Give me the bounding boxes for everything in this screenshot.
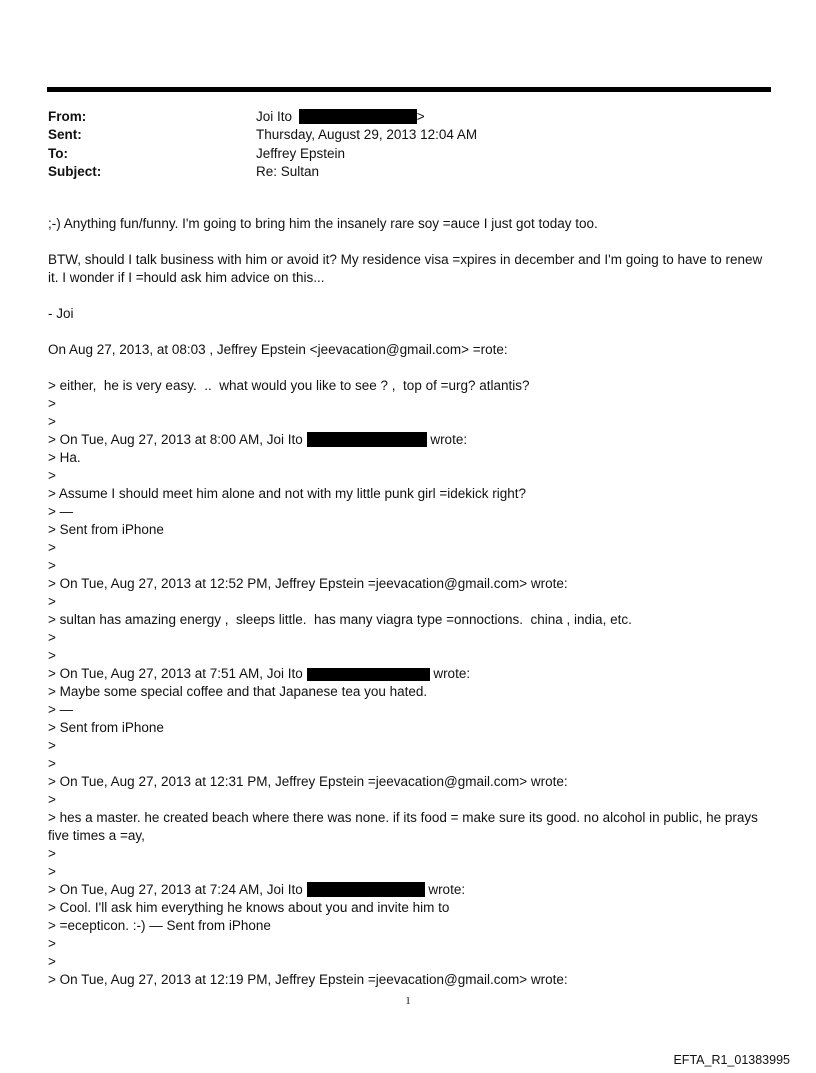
quoted-text: > On Tue, Aug 27, 2013 at 8:00 AM, Joi Ito — [48, 432, 307, 447]
quoted-line: > — [48, 954, 56, 969]
quoted-line: > sultan has amazing energy , sleeps little. has many viagra type =onnoctions. china , india, etc. — [48, 612, 632, 627]
quoted-line: > On Tue, Aug 27, 2013 at 12:31 PM, Jeffrey Epstein =jeevacation@gmail.com> wrote: — [48, 774, 568, 789]
body-line: On Aug 27, 2013, at 08:03 , Jeffrey Epstein <jeevacation@gmail.com> =rote: — [48, 342, 508, 357]
redaction-block — [307, 668, 430, 681]
quoted-text: wrote: — [424, 882, 466, 897]
to-row — [48, 145, 477, 163]
quoted-text: > On Tue, Aug 27, 2013 at 7:51 AM, Joi Ito — [48, 666, 307, 681]
from-row — [48, 108, 477, 126]
quoted-line: > — [48, 396, 56, 411]
quoted-text: wrote: — [426, 432, 468, 447]
sent-value: Thursday, August 29, 2013 12:04 AM — [256, 127, 478, 143]
page-number: 1 — [405, 995, 411, 1007]
quoted-line: > — [48, 648, 56, 663]
from-suffix: > — [416, 109, 425, 124]
redaction-block — [299, 109, 417, 124]
subject-value: Re: Sultan — [256, 164, 320, 180]
from-label: From: — [48, 109, 87, 124]
quoted-line: > — — [48, 702, 74, 717]
email-header — [48, 108, 477, 182]
sent-label: Sent: — [48, 127, 82, 143]
from-name: Joi Ito — [256, 109, 293, 124]
quoted-line: > On Tue, Aug 27, 2013 at 12:52 PM, Jeffrey Epstein =jeevacation@gmail.com> wrote: — [48, 576, 568, 591]
quoted-line: > Cool. I'll ask him everything he knows about you and invite him to — [48, 900, 450, 915]
quoted-line: > — [48, 414, 56, 429]
body-line: ;-) Anything fun/funny. I'm going to bring him the insanely rare soy =auce I just got today too. — [48, 216, 598, 231]
quoted-line: > =ecepticon. :-) — Sent from iPhone — [48, 918, 271, 933]
sent-row — [48, 126, 477, 144]
from-value — [256, 108, 425, 126]
quoted-line: > — [48, 594, 56, 609]
quoted-line: > — [48, 468, 56, 483]
redaction-block — [307, 432, 427, 447]
email-body — [48, 215, 773, 989]
quoted-line: > — [48, 630, 56, 645]
quoted-text: wrote: — [429, 666, 471, 681]
subject-row — [48, 163, 477, 181]
quoted-line: > — [48, 756, 56, 771]
quoted-line: > — [48, 558, 56, 573]
quoted-line — [48, 881, 773, 899]
quoted-line: > — [48, 792, 56, 807]
quoted-line: > either, he is very easy. .. what would you like to see ? , top of =urg? atlantis? — [48, 378, 530, 393]
quoted-line — [48, 665, 773, 683]
quoted-line: > — — [48, 504, 74, 519]
quoted-line — [48, 431, 773, 449]
subject-label: Subject: — [48, 164, 102, 180]
quoted-line: > Ha. — [48, 450, 81, 465]
quoted-line: > hes a master. he created beach where there was none. if its food = make sure its good. no alcohol in public, he prays five times a =ay, — [48, 810, 758, 843]
quoted-line: > — [48, 864, 56, 879]
quoted-line: > — [48, 936, 56, 951]
top-rule — [47, 87, 771, 92]
quoted-line: > Sent from iPhone — [48, 522, 164, 537]
quoted-line: > On Tue, Aug 27, 2013 at 12:19 PM, Jeffrey Epstein =jeevacation@gmail.com> wrote: — [48, 972, 568, 987]
body-line: BTW, should I talk business with him or avoid it? My residence visa =xpires in december and I'm going to have to renew it. I wonder if I =hould ask him advice on this... — [48, 252, 763, 285]
quoted-line: > — [48, 738, 56, 753]
quoted-line: > Assume I should meet him alone and not with my little punk girl =idekick right? — [48, 486, 526, 501]
quoted-line: > — [48, 540, 56, 555]
quoted-line: > Sent from iPhone — [48, 720, 164, 735]
quoted-text: > On Tue, Aug 27, 2013 at 7:24 AM, Joi Ito — [48, 882, 307, 897]
document-id: EFTA_R1_01383995 — [673, 1053, 790, 1067]
quoted-line: > Maybe some special coffee and that Japanese tea you hated. — [48, 684, 428, 699]
to-value: Jeffrey Epstein — [256, 145, 346, 161]
quoted-line: > — [48, 846, 56, 861]
signature: - Joi — [48, 306, 74, 321]
redaction-block — [307, 882, 425, 897]
to-label: To: — [48, 145, 68, 161]
